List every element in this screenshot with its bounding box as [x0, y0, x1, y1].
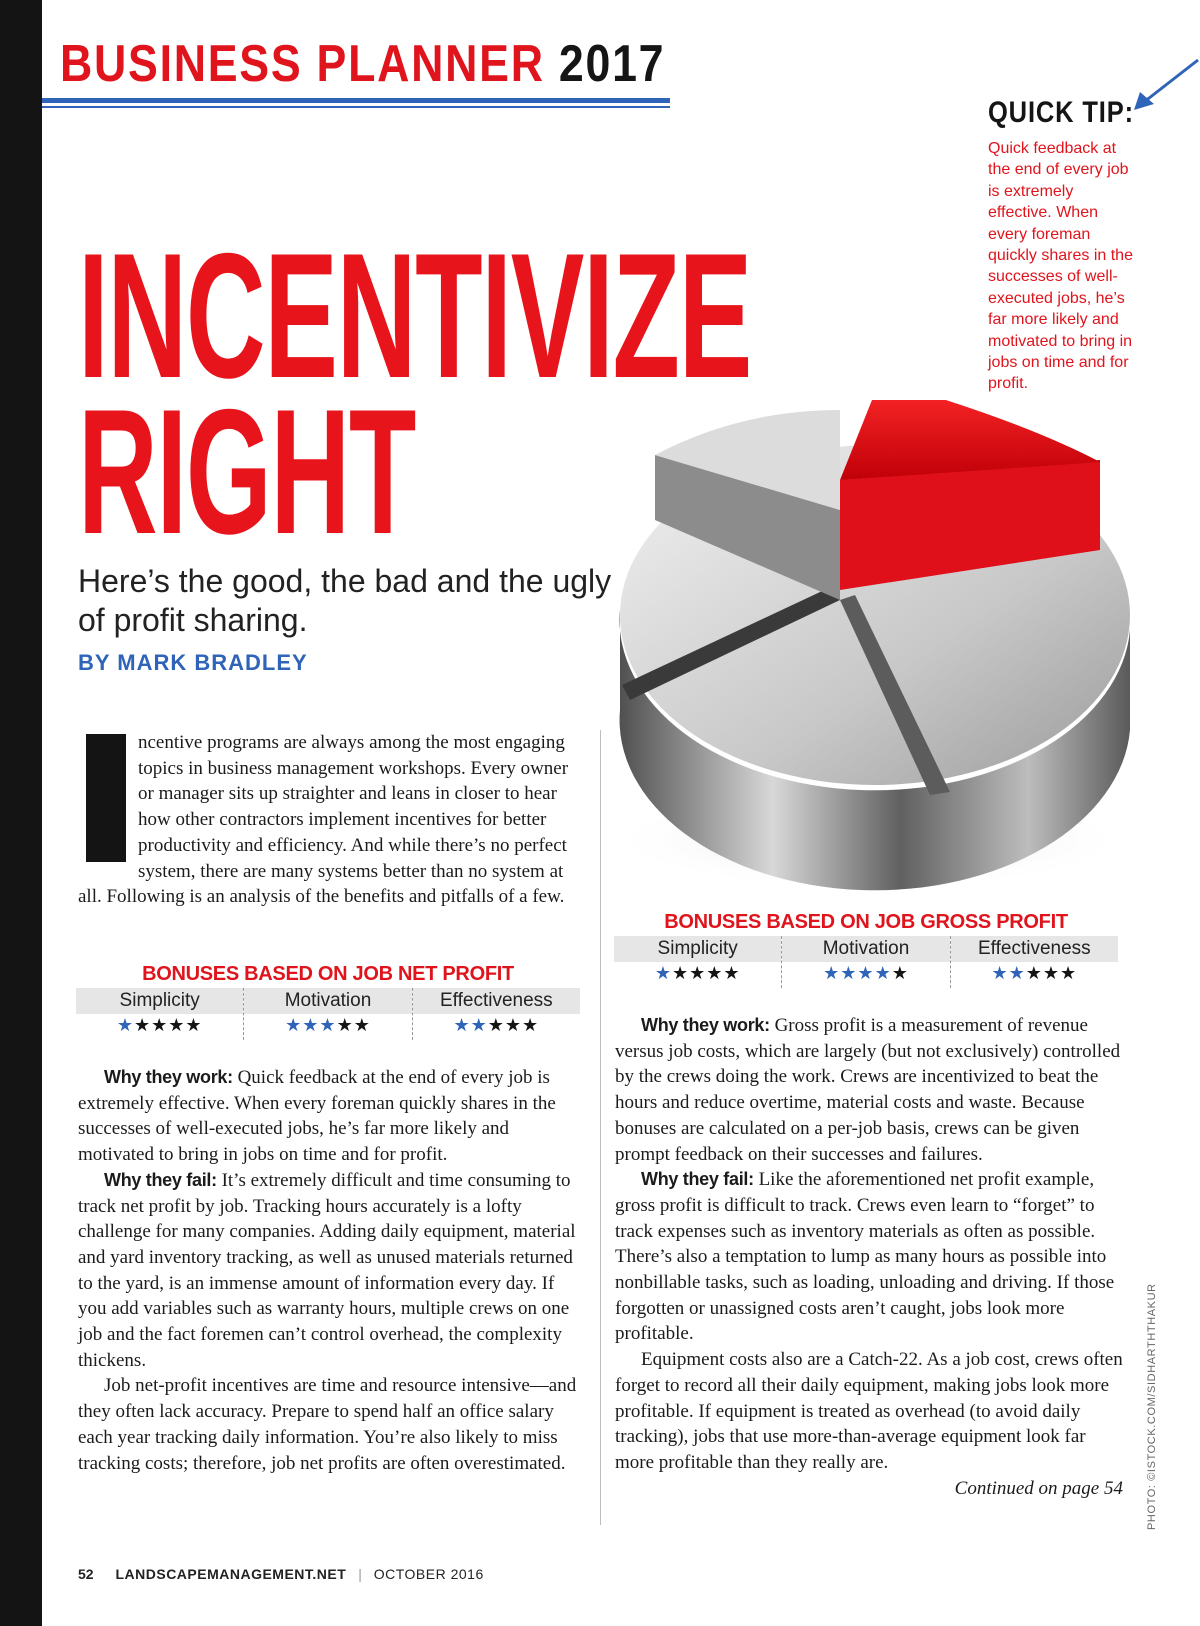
section-header-title: [60, 36, 665, 92]
lead-paragraph: ncentive programs are always among the most engaging topics in business management workshops. Every owner or manager sits up straighter and leans in closer to hear how other contractors implement incentives for better productivity and efficiency. And while there’s no perfect system, there are many systems better than no system at all. Following is an analysis of the benefits and pitfalls of a few.: [78, 732, 569, 908]
star-rating: [782, 962, 949, 988]
rating-label: Simplicity: [76, 988, 243, 1014]
star-filled-icon: ★: [453, 1015, 471, 1036]
quick-tip-title: QUICK TIP:: [988, 96, 1134, 129]
article-lead: [78, 730, 586, 910]
gross-why-work-paragraph: [615, 1013, 1125, 1167]
star-empty-icon: ★: [1060, 963, 1078, 984]
star-empty-icon: ★: [723, 963, 741, 984]
run-in-heading: Why they work:: [641, 1015, 770, 1035]
section-header: [60, 36, 670, 116]
star-empty-icon: ★: [671, 963, 690, 984]
column-gross-profit: [615, 1013, 1125, 1501]
gross-why-fail-paragraph: [615, 1167, 1125, 1347]
star-empty-icon: ★: [689, 963, 707, 984]
star-filled-icon: ★: [874, 963, 892, 984]
rating-box-title: BONUSES BASED ON JOB GROSS PROFIT: [664, 911, 1068, 933]
headline-line-2: RIGHT: [78, 372, 416, 571]
star-filled-icon: ★: [823, 963, 841, 984]
rating-cell-simplicity: [614, 936, 782, 988]
photo-credit: PHOTO: ©ISTOCK.COM/SIDHARTHTHAKUR: [1146, 1283, 1158, 1530]
rating-label: Simplicity: [614, 936, 781, 962]
star-empty-icon: ★: [1025, 963, 1043, 984]
star-rating: [244, 1014, 411, 1040]
rating-cell-simplicity: [76, 988, 244, 1040]
star-empty-icon: ★: [1042, 963, 1061, 984]
header-rule: [42, 98, 670, 103]
paragraph-text: Like the aforementioned net profit example, gross profit is difficult to track. Crews even learn to “forget” to track expenses such as inventory materials as often as possible. There’s also a temptation to lump as many hours as possible into nonbillable tasks, such as loading, unloading and driving. If those forgotten or unassigned costs aren’t caught, jobs look more profitable.: [615, 1169, 1115, 1345]
paragraph-text: Gross profit is a measurement of revenue versus job costs, which are largely (but not exclusively) controlled by the crews doing the work. Crews are incentivized to beat the hours and reduce overtime, material costs and waste. Because bonuses are calculated on a per-job basis, crews can be given prompt feedback on their successes and failures.: [615, 1015, 1121, 1165]
star-empty-icon: ★: [185, 1015, 203, 1036]
article-dek: Here’s the good, the bad and the ugly of profit sharing.: [78, 563, 612, 638]
star-rating: [614, 962, 781, 988]
rating-table: [76, 988, 580, 1040]
rating-table: [614, 936, 1118, 988]
net-why-fail-paragraph: [78, 1168, 586, 1374]
star-empty-icon: ★: [891, 963, 909, 984]
paragraph-text: Quick feedback at the end of every job is extremely effective. When every foreman quickly shares in the successes of well-executed jobs, he’s far more likely and motivated to bring in jobs on time and for profit.: [78, 1067, 556, 1166]
arrow-icon: [1130, 56, 1200, 116]
star-filled-icon: ★: [470, 1015, 488, 1036]
star-empty-icon: ★: [133, 1015, 152, 1036]
star-rating: [951, 962, 1118, 988]
rating-box-gross-profit: [614, 910, 1118, 988]
star-filled-icon: ★: [1008, 963, 1026, 984]
star-filled-icon: ★: [285, 1015, 303, 1036]
rating-cell-motivation: [244, 988, 412, 1040]
rating-cell-motivation: [782, 936, 950, 988]
header-title-part1: BUSINESS PLANNER: [60, 35, 545, 93]
net-cost-paragraph: Job net-profit incentives are time and resource intensive—and they often lack accuracy. Prepare to spend half an office salary each year tracking daily information. You’re also likely to miss tracking costs; therefore, job net profits are often overestimated.: [78, 1375, 577, 1474]
rating-cell-effectiveness: [951, 936, 1118, 988]
star-empty-icon: ★: [168, 1015, 186, 1036]
star-empty-icon: ★: [487, 1015, 505, 1036]
page-number: 52: [78, 1566, 94, 1582]
star-empty-icon: ★: [706, 963, 724, 984]
star-empty-icon: ★: [151, 1015, 169, 1036]
continued-link[interactable]: Continued on page 54: [954, 1477, 1123, 1499]
star-empty-icon: ★: [504, 1015, 523, 1036]
star-filled-icon: ★: [840, 963, 858, 984]
footer-site-link[interactable]: LANDSCAPEMANAGEMENT.NET: [115, 1566, 347, 1582]
star-filled-icon: ★: [991, 963, 1009, 984]
header-title-part2: 2017: [558, 35, 666, 93]
rating-label: Effectiveness: [413, 988, 580, 1014]
rating-label: Motivation: [244, 988, 411, 1014]
rating-box-net-profit: [76, 962, 580, 1040]
rating-label: Motivation: [782, 936, 949, 962]
drop-cap-i: [86, 734, 126, 862]
star-filled-icon: ★: [654, 963, 672, 984]
headline-line-1: INCENTIVIZE: [78, 216, 752, 415]
byline: BY MARK BRADLEY: [78, 650, 308, 675]
star-empty-icon: ★: [353, 1015, 371, 1036]
pie-chart-illustration: [600, 400, 1160, 900]
star-empty-icon: ★: [522, 1015, 540, 1036]
star-empty-icon: ★: [336, 1015, 354, 1036]
rating-label: Effectiveness: [951, 936, 1118, 962]
page-spine: [0, 0, 42, 1626]
star-filled-icon: ★: [857, 963, 875, 984]
run-in-heading: Why they fail:: [104, 1169, 217, 1190]
header-rule-thin: [42, 106, 670, 108]
star-rating: [76, 1014, 243, 1040]
page-footer: [78, 1566, 484, 1582]
star-filled-icon: ★: [116, 1015, 134, 1036]
star-filled-icon: ★: [302, 1015, 320, 1036]
star-filled-icon: ★: [319, 1015, 337, 1036]
column-divider: [600, 730, 601, 1525]
gross-equipment-paragraph: Equipment costs also are a Catch-22. As a job cost, crews often forget to record all their daily equipment, making jobs look more profitable. If equipment is treated as overhead (to avoid daily tracking), jobs that use more-than-average equipment look far more profitable than they really are.: [615, 1349, 1123, 1473]
footer-separator: |: [358, 1566, 362, 1582]
rating-box-title: BONUSES BASED ON JOB NET PROFIT: [142, 963, 514, 985]
rating-cell-effectiveness: [413, 988, 580, 1040]
issue-date: OCTOBER 2016: [373, 1566, 484, 1582]
column-net-profit: [78, 1065, 586, 1476]
star-rating: [413, 1014, 580, 1040]
quick-tip-text: Quick feedback at the end of every job is extremely effective. When every foreman quickly shares in the successes of well-executed jobs, he’s far more likely and motivated to bring in jobs on time and for profit.: [988, 140, 1133, 393]
net-why-work-paragraph: [78, 1065, 586, 1168]
paragraph-text: It’s extremely difficult and time consuming to track net profit by job. Tracking hours accurately is a lofty challenge for many companies. Adding daily equipment, material and yard inventory tracking, as well as unused materials returned to the yard, is an immense amount of information every day. If you add variables such as warranty hours, multiple crews on one job and the fact foremen can’t control overhead, the complexity thickens.: [78, 1169, 576, 1371]
run-in-heading: Why they fail:: [641, 1169, 754, 1190]
run-in-heading: Why they work:: [104, 1067, 233, 1087]
